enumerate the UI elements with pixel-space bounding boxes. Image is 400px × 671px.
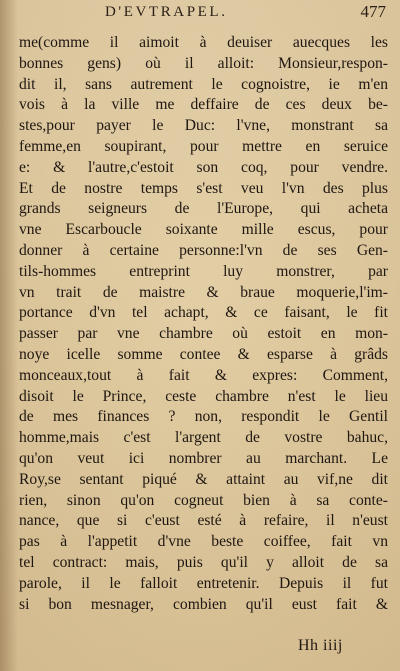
- text-line: grands seigneurs de l'Europe, qui acheta: [19, 200, 388, 218]
- text-line: pas à l'appetit d'vne beste coiffee, fait vn: [19, 533, 388, 551]
- text-line: e: & l'autre,c'estoit son coq, pour vendre.: [19, 158, 388, 176]
- text-line: monceaux,tout à fait & expres: Comment,: [19, 366, 388, 384]
- text-line: parole, il le falloit entretenir. Depuis il fut: [19, 574, 388, 592]
- text-line: dit il, sans autrement le cognoistre, ie m'en: [19, 75, 388, 93]
- text-line: femme,en soupirant, pour mettre en seruice: [19, 137, 388, 155]
- text-line: tel contract: mais, puis qu'il y alloit de sa: [19, 553, 388, 571]
- text-line: noye icelle somme contee & esparse à grâds: [19, 345, 388, 363]
- text-line: Et de nostre temps s'est veu l'vn des plus: [19, 179, 388, 197]
- text-line: vne Escarboucle soixante mille escus, pour: [19, 221, 388, 239]
- running-title: D'EVTRAPEL.: [105, 4, 228, 20]
- text-line: qu'on veut ici nombrer au marchant. Le: [19, 449, 388, 467]
- text-line: de mes finances ? non, respondit le Gentil: [19, 408, 388, 426]
- signature-mark: Hh iiij: [298, 637, 343, 654]
- text-line: passer par vne chambre où estoit en mon-: [19, 325, 388, 343]
- page-number: 477: [360, 2, 386, 21]
- text-line: bonnes gens) où il alloit: Monsieur,respon-: [19, 54, 388, 72]
- text-line: stes,pour payer le Duc: l'vne, monstrant sa: [19, 117, 388, 135]
- text-line: nance, que si c'eust esté à refaire, il n'eust: [19, 512, 388, 530]
- text-line: donner à certaine personne:l'vn de ses Gen-: [19, 241, 388, 259]
- body-text: [19, 33, 388, 615]
- text-line: vois à la ville me deffaire de ces deux be-: [19, 96, 388, 114]
- text-line: si bon mesnager, combien qu'il eust fait &: [19, 595, 388, 613]
- text-line: Roy,se sentant piqué & attaint au vif,ne dit: [19, 470, 388, 488]
- text-line: rien, sinon qu'on cogneut bien à sa conte-: [19, 491, 388, 509]
- text-line: portance d'vn tel achapt, & ce faisant, le fit: [19, 304, 388, 322]
- running-head: [0, 0, 400, 28]
- text-line: disoit le Prince, ceste chambre n'est le lieu: [19, 387, 388, 405]
- text-line: homme,mais c'est l'argent de vostre bahuc,: [19, 429, 388, 447]
- text-line: me(comme il aimoit à deuiser auecques les: [19, 34, 388, 51]
- text-line: tils-hommes entreprint luy monstrer, par: [19, 262, 388, 280]
- page-footer: [0, 637, 400, 663]
- text-line: vn trait de maistre & braue moquerie,l'im-: [19, 283, 388, 301]
